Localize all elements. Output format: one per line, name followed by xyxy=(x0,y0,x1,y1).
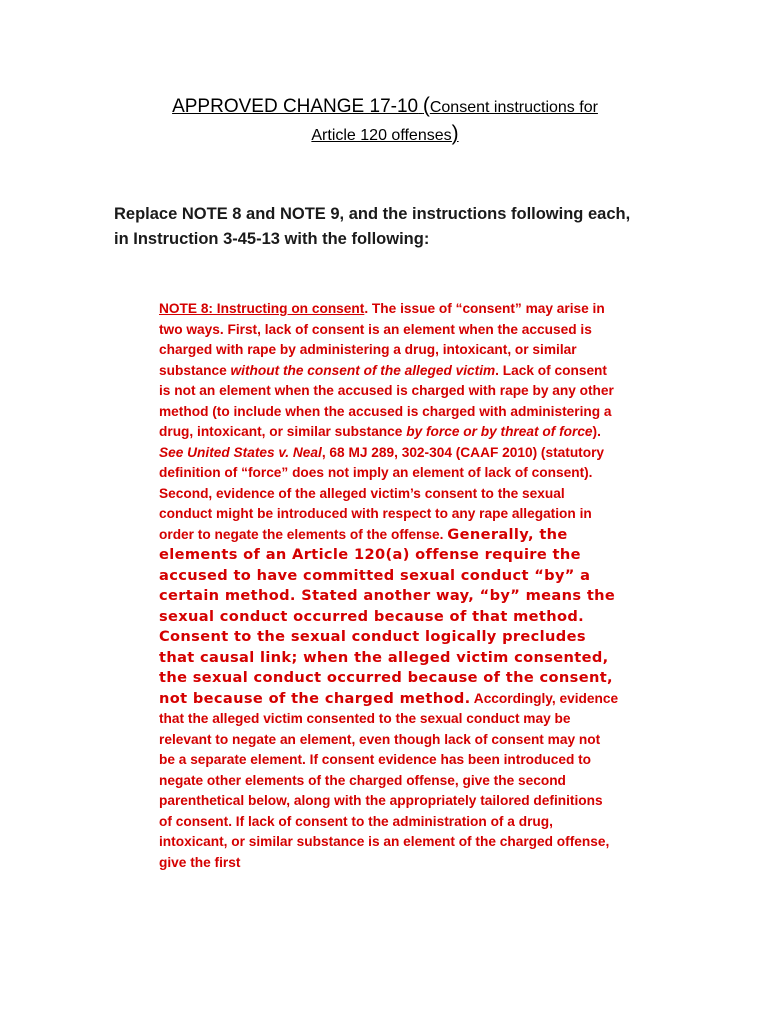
case-citation: See United States v. Neal xyxy=(159,444,322,460)
note-emphasized-text: Generally, the elements of an Article 120(a) offense require the accused to have committed sexual conduct “by” a certain method. Stated another way, “by” means the sexual conduct occurred because of that method. Consent to the sexual conduct logically precludes that causal link; when the alleged victim consented, the sexual conduct occurred because of the consent, not because of the charged method. xyxy=(159,525,616,707)
note-text-3: ). xyxy=(592,424,601,439)
intro-paragraph: Replace NOTE 8 and NOTE 9, and the instructions following each, in Instruction 3-45-13 with the following: xyxy=(114,205,631,248)
note-italic-1: without the consent of the alleged victim xyxy=(230,362,496,378)
note-text-4: , 68 MJ 289, 302-304 (CAAF 2010) (statutory definition of “force” does not imply an element of lack of consent). Second, evidence of the alleged victim’s consent to the sexual conduct might be introduced with respect to any rape allegation in order to negate the elements of the offense. xyxy=(159,444,605,542)
note-text-5: Accordingly, evidence that the alleged victim consented to the sexual conduct may be relevant to negate an element, even though lack of consent may not be a separate element. If consent evidence has been introduced to negate other elements of the charged offense, give the second parenthetical below, along with the appropriately tailored definitions of consent. If lack of consent to the administration of a drug, intoxicant, or similar substance is an element of the charged offense, give the first xyxy=(159,690,619,870)
note-text-2: . Lack of consent is not an element when the accused is charged with rape by any other method (to include when the accused is charged with administering a drug, intoxicant, or similar substance xyxy=(159,362,614,439)
note-text-1: . The issue of “consent” may arise in two ways. First, lack of consent is an element when the accused is charged with rape by administering a drug, intoxicant, or similar substance xyxy=(159,301,605,378)
note-heading: NOTE 8: Instructing on consent xyxy=(159,301,365,316)
note-italic-2: by force or by threat of force xyxy=(406,424,593,439)
title-subject: Consent instructions for xyxy=(429,99,598,116)
title-change-number: APPROVED CHANGE 17-10 xyxy=(172,96,419,117)
document-title-line-1 xyxy=(60,94,710,118)
title-close-paren: ) xyxy=(451,122,459,145)
title-subject-continued: Article 120 offenses xyxy=(311,127,452,144)
note-8-paragraph xyxy=(159,299,619,873)
title-open-paren: ( xyxy=(422,94,430,117)
document-title-line-2 xyxy=(60,122,710,146)
